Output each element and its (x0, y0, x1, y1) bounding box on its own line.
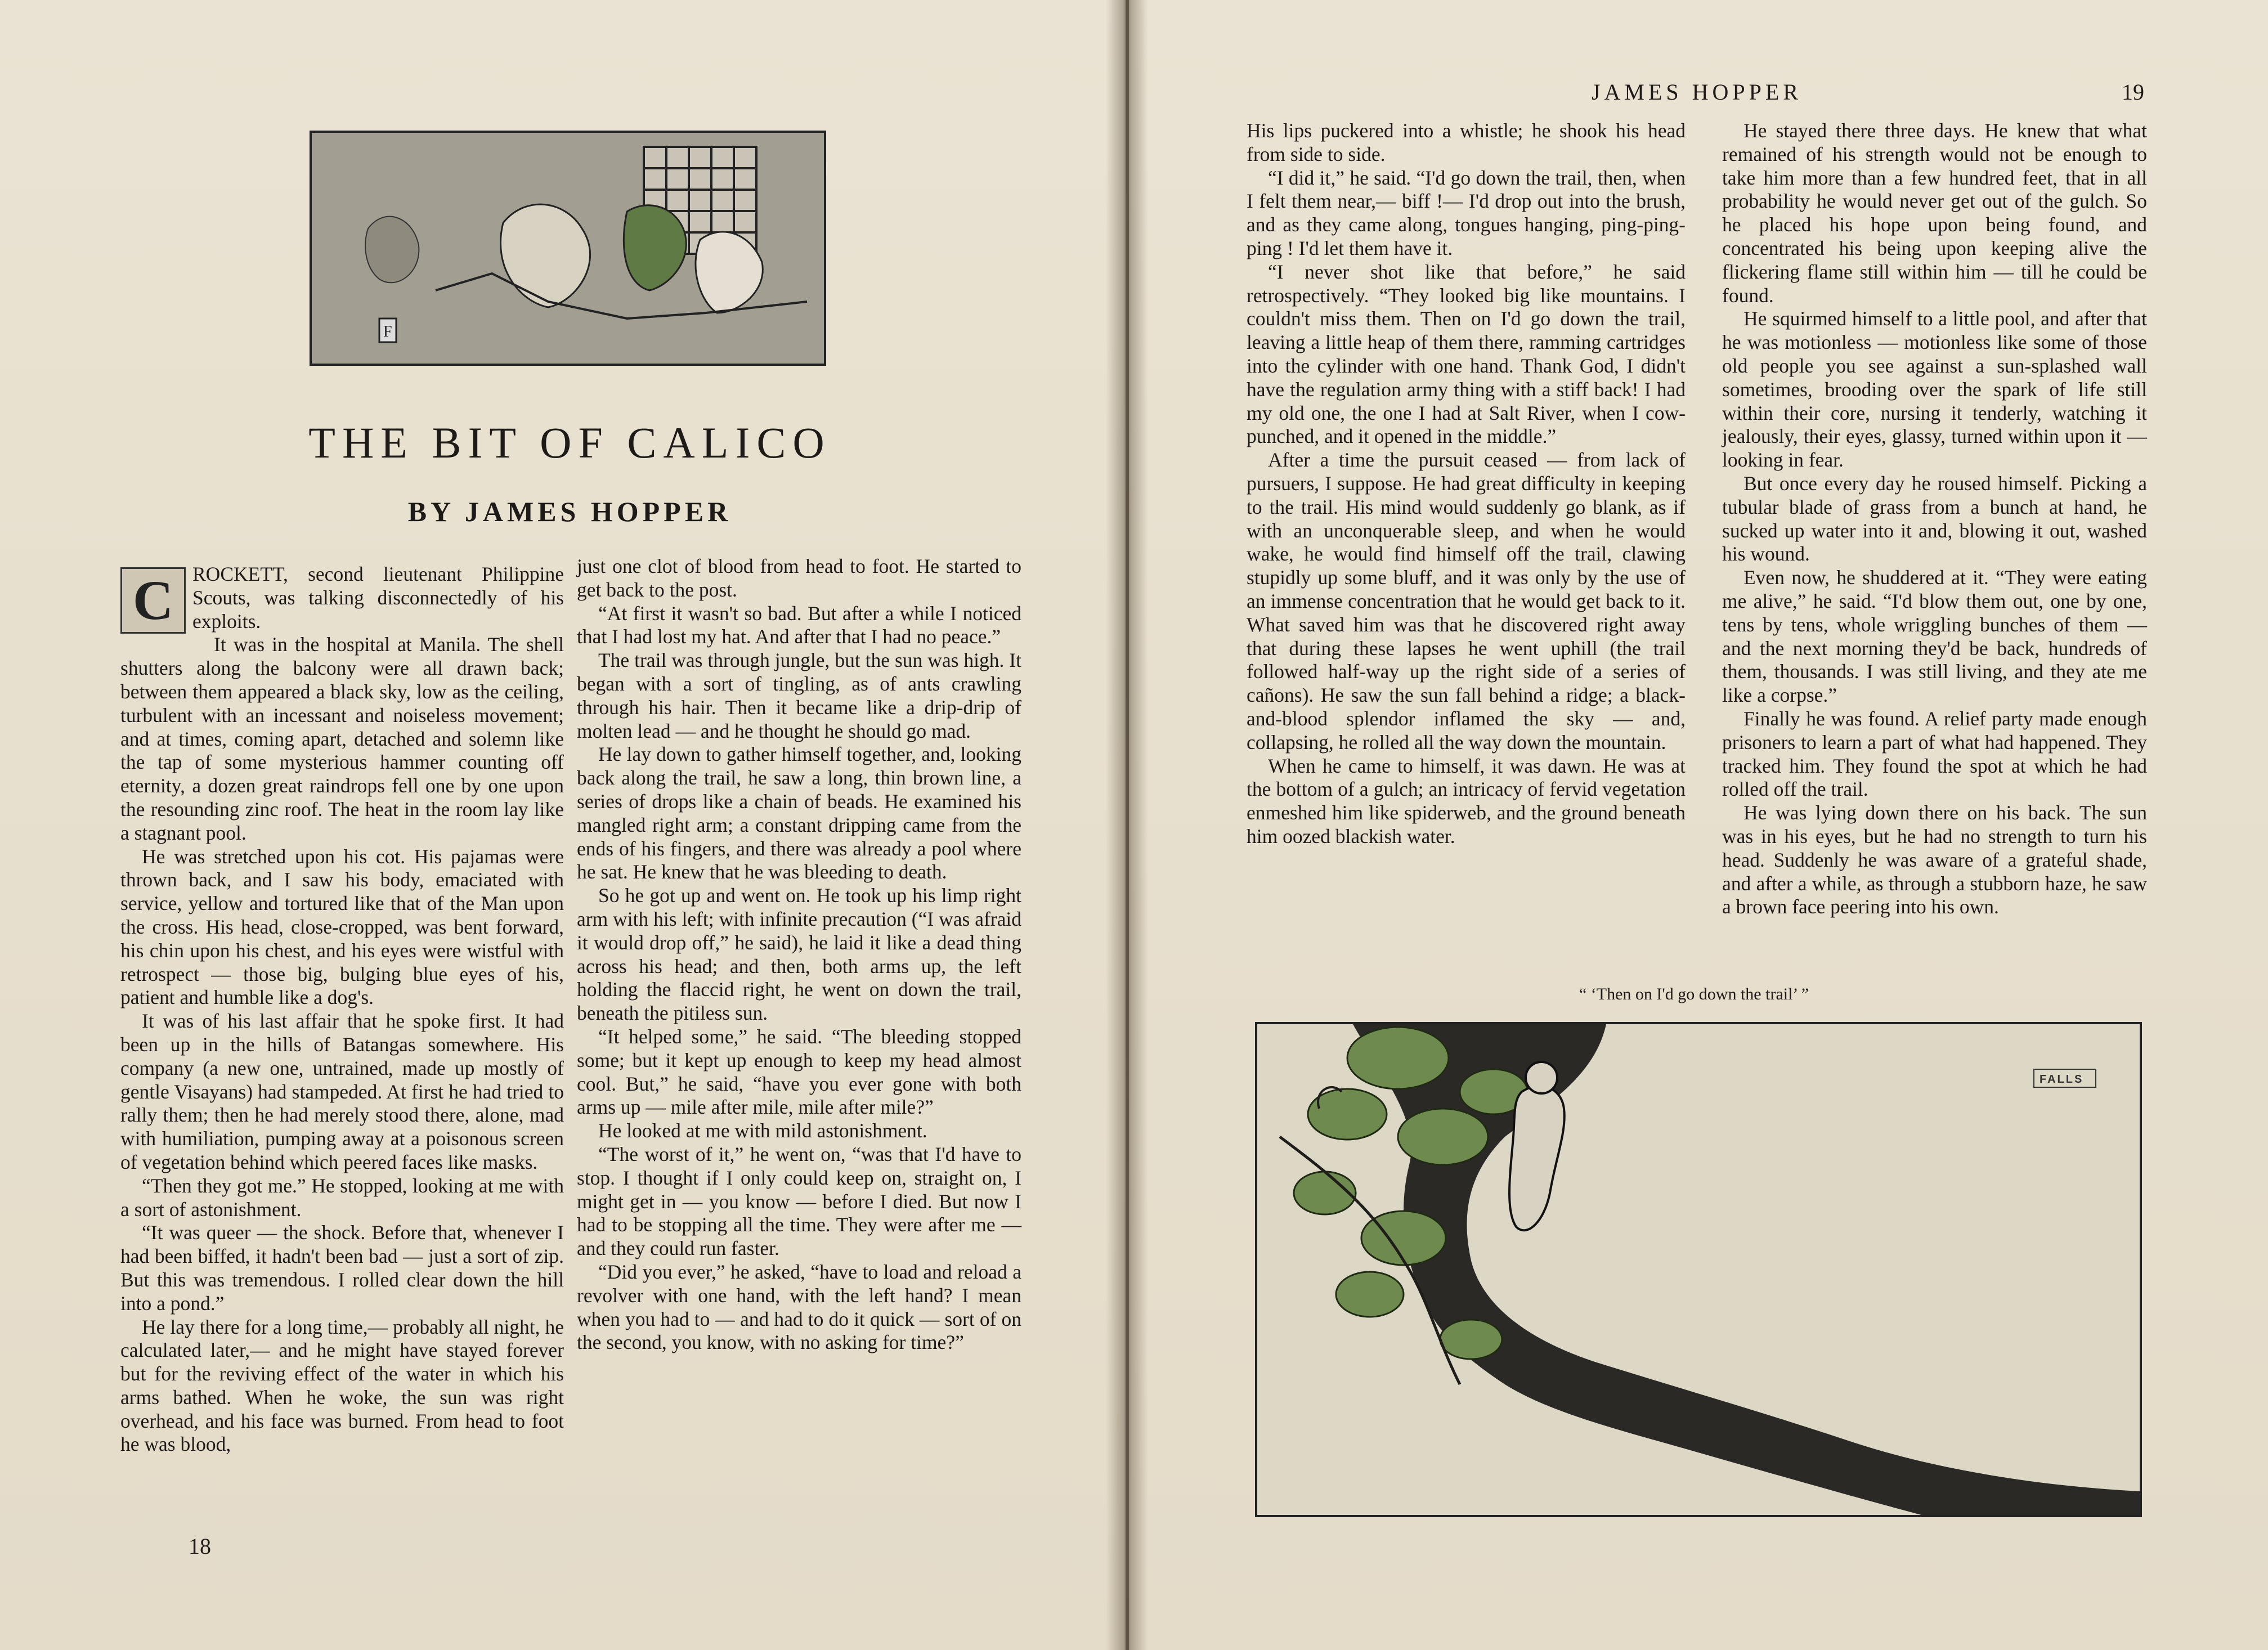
trail-illustration (1255, 1022, 2142, 1517)
paragraph: It was of his last affair that he spoke first. It had been up in the hills of Batangas somewhere. His company (a new one, untrained, made up mostly of gentle Visayans) had stampeded. At first he had tried to rally them; then he had merely stood there, alone, mad with humiliation, pumping away at a poisonous screen of vegetation behind which peered faces like masks. (120, 1010, 564, 1173)
right-page-column-2 (1722, 119, 2147, 919)
paragraph: ROCKETT, second lieutenant Philippine Scouts, was talking disconnectedly of his exploits. (192, 563, 564, 633)
paragraph: “I did it,” he said. “I'd go down the trail, then, when I felt them near,— biff !— I'd drop out into the brush, and as they came along, tongues hanging, ping-ping-ping ! I'd let them have it. (1247, 166, 1686, 259)
illustration-caption: “ ‘Then on I'd go down the trail’ ” (1579, 985, 1809, 1003)
article-byline: BY JAMES HOPPER (407, 496, 732, 527)
paragraph: His lips puckered into a whistle; he shook his head from side to side. (1247, 119, 1686, 165)
paragraph: “Then they got me.” He stopped, looking at me with a sort of astonishment. (120, 1174, 564, 1221)
paragraph: He was lying down there on his back. The sun was in his eyes, but he had no strength to turn his head. Suddenly he was aware of a grateful shade, and after a while, as through a stubborn haze, he saw a brown face peering into his own. (1722, 801, 2147, 918)
paragraph: So he got up and went on. He took up his limp right arm with his left; with infinite precaution (“I was afraid it would drop off,” he said), he laid it like a dead thing across his head; and then, both arms up, the left holding the flaccid right, he went on down the trail, beneath the pitiless sun. (577, 884, 1021, 1025)
paragraph: He looked at me with mild astonishment. (598, 1119, 927, 1142)
paragraph: He stayed there three days. He knew that what remained of his strength would not be enough to take him more than a few hundred feet, that in all probability he would never get out of the gulch. So he placed his hope upon being found, and concentrated his being upon keeping alive the flickering flame still within him — till he could be found. (1722, 119, 2147, 307)
article-title: THE BIT OF CALICO (308, 418, 831, 467)
drop-cap-letter: C (132, 569, 174, 631)
hospital-scene-drawing (312, 133, 824, 364)
paragraph: “The worst of it,” he went on, “was that I'd have to stop. I thought if I only could keep on, straight on, I might get in — you know — before I died. But now I had to be stopping all the time. They were after me — and they could run faster. (577, 1142, 1021, 1260)
drop-cap (120, 567, 186, 634)
paragraph: The trail was through jungle, but the sun was high. It began with a sort of tingling, as of ants crawling through his hair. Then it became like a drip-drip of molten lead — and he thought he should go mad. (577, 649, 1021, 742)
paragraph: “It was queer — the shock. Before that, whenever I had been biffed, it hadn't been bad — just a sort of zip. But this was tremendous. I rolled clear down the hill into a pond.” (120, 1221, 564, 1315)
paragraph: “I never shot like that before,” he said retrospectively. “They looked big like mountains. I couldn't miss them. Then on I'd go down the trail, leaving a little heap of them there, ramming cartridges into the cylinder with one hand. Thank God, I didn't have the regulation army thing with a stiff back! I had my old one, the one I had at Salt River, when I cow-punched, and it opened in the middle.” (1247, 260, 1686, 448)
paragraph: But once every day he roused himself. Picking a tubular blade of grass from a bunch at hand, he sucked up water into it and, blowing it out, washed his wound. (1722, 472, 2147, 566)
page-number-right: 19 (2122, 79, 2144, 105)
page-edge (1126, 0, 1129, 1650)
paragraph: “At first it wasn't so bad. But after a while I noticed that I had lost my hat. And after that I had no peace.” (577, 602, 1021, 648)
left-page-column-2 (577, 555, 1021, 1355)
header-illustration (310, 131, 826, 366)
right-page-column-1 (1247, 119, 1686, 849)
paragraph: He lay there for a long time,— probably all night, he calculated later,— and he might have stayed forever but for the reviving effect of the water in which his arms bathed. When he woke, the sun was right overhead, and his face was burned. From head to foot he was blood, (120, 1315, 564, 1456)
paragraph: When he came to himself, it was dawn. He was at the bottom of a gulch; an intricacy of fervid vegetation enmeshed him like spiderweb, and the ground beneath him oozed blackish water. (1247, 754, 1686, 848)
paragraph: After a time the pursuit ceased — from lack of pursuers, I suppose. He had great difficulty in keeping to the trail. His mind would suddenly go blank, as if with an unconquerable sleep, and when he would wake, he would find himself off the trail, clawing stupidly up some bluff, and it was only by the use of an immense concentration that he would get back to it. What saved him was that he discovered right away that during these lapses he went uphill (the trail followed half-way up the right side of a series of cañons). He saw the sun fall behind a ridge; a black-and-blood splendor inflamed the sky — and, collapsing, he rolled all the way down the mountain. (1247, 449, 1686, 754)
jungle-trail-drawing (1257, 1024, 2140, 1515)
paragraph: “It helped some,” he said. “The bleeding stopped some; but it kept up enough to keep my head almost cool. But,” he said, “have you ever gone with both arms up — mile after mile, mile after mile?” (577, 1025, 1021, 1119)
svg-text:F: F (383, 323, 392, 340)
running-head: JAMES HOPPER (1591, 79, 1803, 105)
paragraph: He squirmed himself to a little pool, and after that he was motionless — motionless like some of those old people you see against a sun-splashed wall sometimes, brooding over the spark of life still within their core, nursing it tenderly, watching it jealously, their eyes, glassy, turned within upon it — looking in fear. (1722, 307, 2147, 472)
page-number-left: 18 (189, 1534, 211, 1559)
paragraph: It was in the hospital at Manila. The shell shutters along the balcony were all drawn back; between them appeared a black sky, low as the ceiling, turbulent with an incessant and noiseless movement; and at times, coming apart, detached and solemn like the tap of some mysterious hammer counting off eternity, a dozen great raindrops fell one by one upon the resounding zinc roof. The heat in the room lay like a stagnant pool. (120, 633, 564, 844)
left-page-column-1 (120, 563, 564, 1456)
paragraph: “Did you ever,” he asked, “have to load and reload a revolver with one hand, with the left hand? I mean when you had to — and had to do it quick — sort of on the second, you know, with no asking for time?” (577, 1260, 1021, 1354)
paragraph: just one clot of blood from head to foot. He started to get back to the post. (577, 555, 1021, 601)
paragraph: Even now, he shuddered at it. “They were eating me alive,” he said. “I'd blow them out, one by one, tens by tens, whole wriggling bunches of them — and the next morning they'd be back, hundreds of them, thousands. I was still living, and they ate me like a corpse.” (1722, 566, 2147, 707)
paragraph: Finally he was found. A relief party made enough prisoners to learn a part of what had happened. They tracked him. They found the spot at which he had rolled off the trail. (1722, 707, 2147, 801)
paragraph: He lay down to gather himself together, and, looking back along the trail, he saw a long, thin brown line, a series of drops like a chain of beads. He examined his mangled right arm; a constant dripping came from the ends of his fingers, and there was already a pool where he sat. He knew that he was bleeding to death. (577, 743, 1021, 884)
paragraph: He was stretched upon his cot. His pajamas were thrown back, and I saw his body, emaciated with service, yellow and tortured like that of the Man upon the cross. His head, close-cropped, was bent forward, his chin upon his chest, and his eyes were wistful with retrospect — those big, bulging blue eyes of his, patient and humble like a dog's. (120, 845, 564, 1009)
illustrator-signature: FALLS (2040, 1073, 2084, 1086)
